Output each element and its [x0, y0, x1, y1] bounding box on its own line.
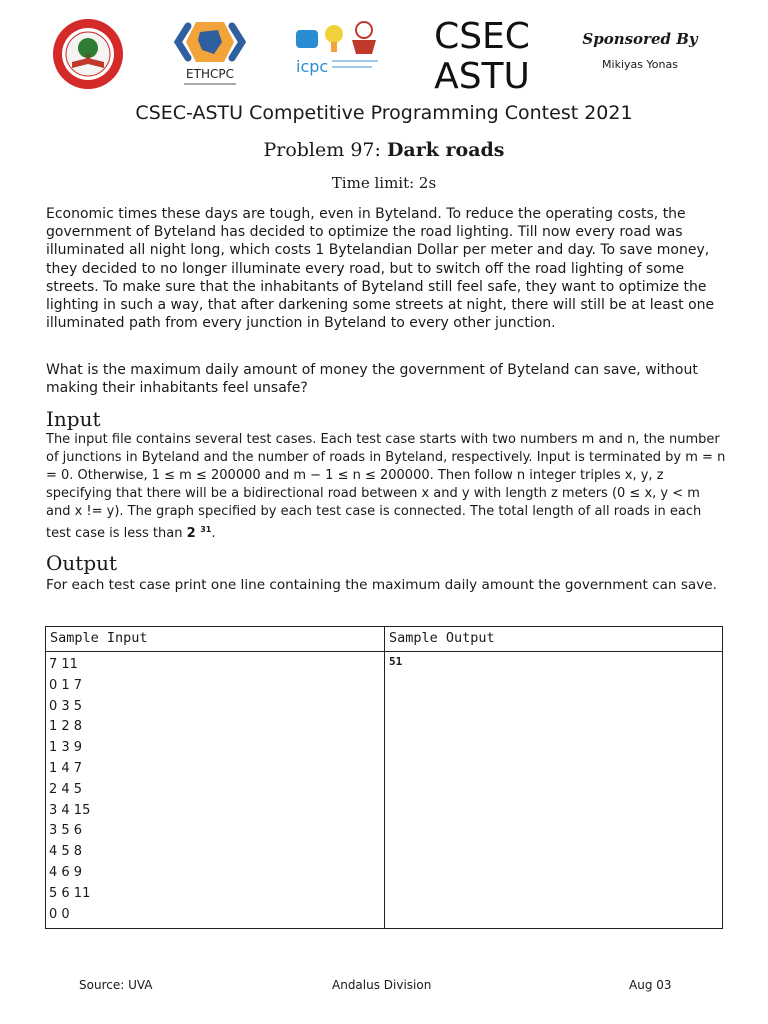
input-heading: Input: [46, 407, 101, 431]
svg-text:ASTU: ASTU: [434, 56, 530, 92]
column-divider: [384, 627, 385, 928]
problem-name: Dark roads: [386, 139, 505, 161]
sponsor-label: Sponsored By: [582, 30, 698, 48]
sample-input-line: 4 5 8: [49, 844, 83, 860]
sample-output-line: 51: [389, 655, 403, 668]
icpc-logo: [292, 18, 384, 80]
sample-table: [45, 626, 723, 929]
sample-input-line: 7 11: [49, 657, 78, 672]
sample-input-line: 3 5 6: [49, 823, 83, 839]
sample-input-line: 0 0: [49, 906, 70, 922]
contest-title: CSEC-ASTU Competitive Programming Contest 2021: [135, 102, 633, 124]
bound-exponent: 31: [200, 525, 212, 535]
sample-input-line: 0 1 7: [49, 677, 83, 693]
statement-question: What is the maximum daily amount of money the government of Byteland can save, without making their inhabitants feel unsafe?: [46, 362, 698, 397]
sponsor-block: [580, 30, 700, 71]
footer-division: Andalus Division: [332, 978, 432, 992]
sample-input-line: 2 4 5: [49, 781, 83, 797]
svg-text:CSEC: CSEC: [434, 16, 530, 57]
ethcpc-logo: [174, 18, 246, 90]
sample-input-content: [49, 655, 90, 925]
csec-astu-logo: [432, 16, 532, 92]
input-text-end: .: [211, 526, 216, 542]
sample-input-line: 4 6 9: [49, 864, 83, 880]
input-text: The input file contains several test cases. Each test case starts with two numbers m and n, the number of junctions in Byteland and the number of roads in Byteland, respectively. Input is terminated by m = n = 0. Otherwise, 1 ≤ m ≤ 200000 and m − 1 ≤ n ≤ 200000. Then follow n integer triples x, y, z specifying that there will be a bidirectional road between x and y with length z meters (0 ≤ x, y < m and x != y). The graph specified by each test case is connected. The total length of all roads in each test case is less than: [46, 432, 726, 542]
output-description: For each test case print one line containing the maximum daily amount the government can save.: [46, 577, 717, 593]
sample-input-line: 5 6 11: [49, 885, 91, 901]
sample-input-line: 0 3 5: [49, 698, 83, 714]
length-bound: [187, 526, 212, 541]
problem-title: [0, 139, 768, 161]
header-divider: [46, 651, 722, 652]
footer-date: Aug 03: [629, 978, 672, 992]
input-description: [46, 431, 726, 544]
sample-input-header: Sample Input: [50, 630, 148, 646]
problem-number: Problem 97:: [263, 139, 381, 161]
footer-source: Source: UVA: [79, 978, 153, 992]
time-limit: Time limit: 2s: [331, 174, 437, 192]
sample-input-line: 3 4 15: [49, 802, 91, 818]
sample-input-line: 1 4 7: [49, 760, 83, 776]
sample-output-header: Sample Output: [389, 630, 495, 646]
output-heading: Output: [46, 551, 118, 575]
sponsor-name: Mikiyas Yonas: [602, 58, 678, 71]
sample-input-line: 1 2 8: [49, 719, 83, 735]
bound-base: 2: [186, 526, 196, 542]
astu-seal-logo: [52, 18, 124, 90]
svg-text:ETHCPC: ETHCPC: [186, 67, 234, 81]
statement-paragraph: Economic times these days are tough, even in Byteland. To reduce the operating costs, the government of Byteland has decided to optimize the road lighting. Till now every road was illuminated all night long, which costs 1 Bytelandian Dollar per meter and day. To save money, they decided to no longer illuminate every road, but to switch off the road lighting of some streets. To make sure that the inhabitants of Byteland still feel safe, they want to optimize the lighting in such a way, that after darkening some streets at night, there will still be at least one illuminated path from every junction in Byteland to every other junction.: [46, 206, 715, 332]
svg-text:icpc: icpc: [296, 57, 329, 76]
sample-input-line: 1 3 9: [49, 740, 83, 756]
sample-output-content: [389, 655, 402, 668]
